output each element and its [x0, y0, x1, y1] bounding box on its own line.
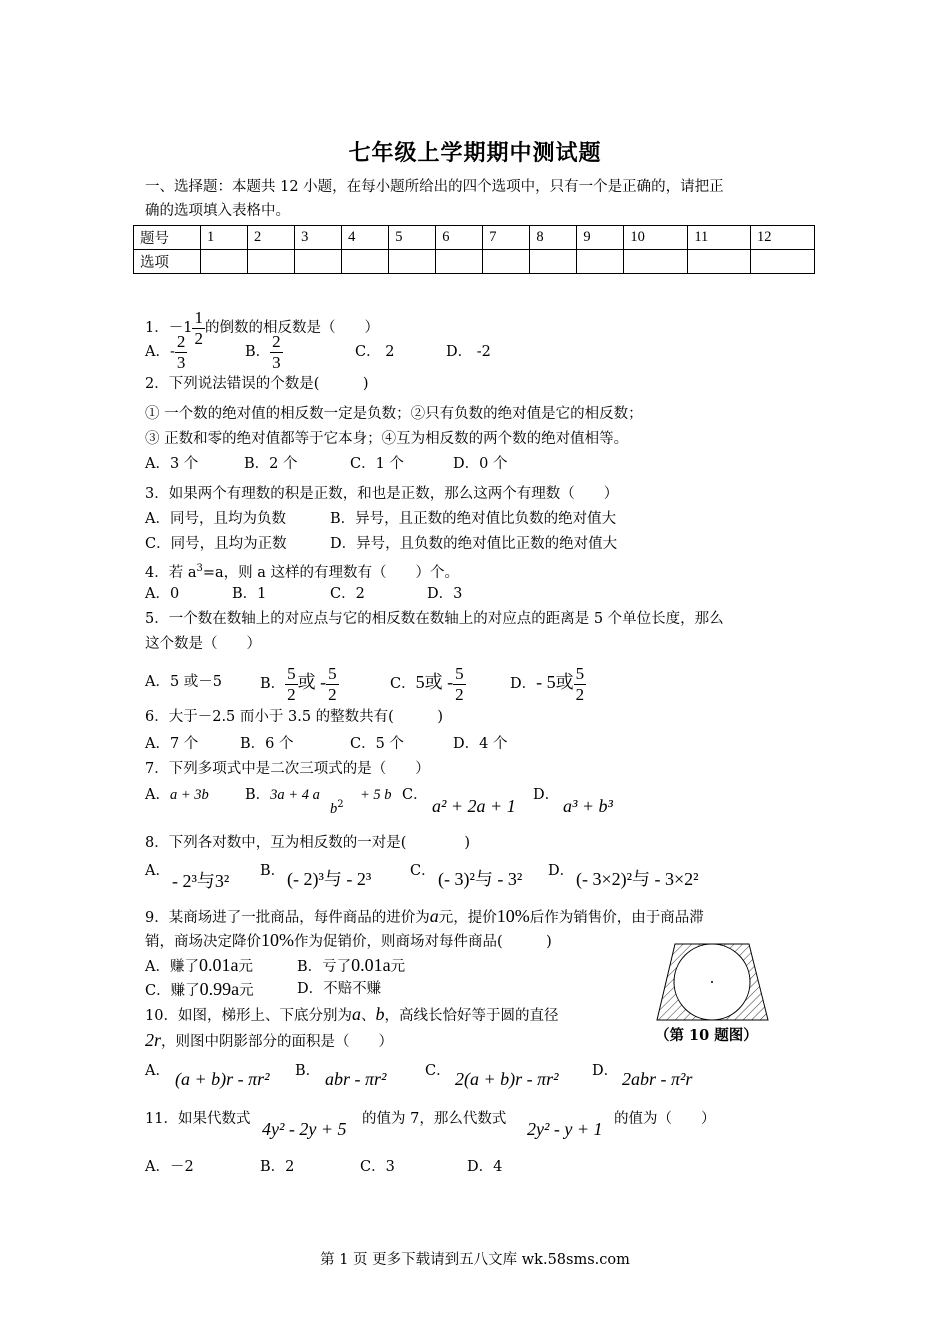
question-4-option-b: B．1 [232, 586, 267, 602]
answer-cell[interactable] [342, 250, 389, 274]
question-8-option-c: (- 3)²与 - 3² [438, 869, 523, 889]
question-5-option-c: C．5或 - $\frac{5}{2}$ [390, 663, 464, 704]
section-instruction-line2: 确的选项填入表格中。 [145, 203, 290, 219]
question-7-option-c: a² + 2a + 1 [432, 796, 516, 816]
answer-cell[interactable] [530, 250, 577, 274]
question-2-line1: ① 一个数的绝对值的相反数一定是负数；②只有负数的绝对值是它的相反数； [145, 406, 643, 422]
question-11-option-b: B．2 [260, 1159, 295, 1175]
question-9-option-c: C．赚了0.99a元 [145, 979, 254, 999]
question-7-option-d-label: D． [533, 787, 560, 803]
question-2-option-d: D．0 个 [453, 456, 508, 472]
trapezoid-circle-figure [655, 938, 771, 1024]
table-cell: 9 [577, 226, 624, 250]
question-11-stem-post: 的值为（ ） [614, 1111, 716, 1127]
table-cell: 8 [530, 226, 577, 250]
question-3-option-d: D．异号，且负数的绝对值比正数的绝对值大 [330, 536, 618, 552]
question-1-stem: 1．－1 $\frac{1}{2}$ 的倒数的相反数是（ ） [145, 307, 379, 348]
question-9-option-b: B．亏了0.01a元 [297, 955, 406, 975]
fraction: $\frac{1}{2}$ [194, 307, 203, 348]
question-10-option-d: 2abr - π²r [622, 1069, 693, 1089]
answer-cell[interactable] [688, 250, 751, 274]
question-6-option-a: A．7 个 [145, 736, 199, 752]
table-cell: 选项 [134, 250, 201, 274]
answer-cell[interactable] [750, 250, 814, 274]
question-4-option-a: A．0 [145, 586, 180, 602]
question-4-option-c: C．2 [330, 586, 365, 602]
question-10-option-a: (a + b)r - πr² [175, 1069, 270, 1089]
answer-cell[interactable] [624, 250, 688, 274]
question-11-expr2: 2y² - y + 1 [527, 1119, 603, 1139]
question-2-line2: ③ 正数和零的绝对值都等于它本身；④互为相反数的两个数的绝对值相等。 [145, 431, 629, 447]
question-10-option-c: 2(a + b)r - πr² [455, 1069, 559, 1089]
figure-caption: （第 10 题图） [655, 1027, 758, 1044]
answer-cell[interactable] [577, 250, 624, 274]
question-9-line1: 9．某商场进了一批商品，每件商品的进价为a元，提价10%后作为销售价，由于商品滞 [145, 906, 704, 926]
question-8-option-a-label: A． [145, 863, 170, 879]
table-row [134, 250, 815, 274]
question-8-option-d-label: D． [548, 863, 575, 879]
table-cell: 7 [483, 226, 530, 250]
page-title: 七年级上学期期中测试题 [348, 140, 602, 166]
question-10-line1: 10．如图，梯形上、下底分别为a、b，高线长恰好等于圆的直径 [145, 1004, 559, 1024]
question-6-stem: 6．大于－2.5 而小于 3.5 的整数共有( ) [145, 709, 443, 725]
question-2-option-a: A．3 个 [145, 456, 199, 472]
question-2-option-c: C．1 个 [350, 456, 404, 472]
question-5-option-d: D．- 5或 $\frac{5}{2}$ [510, 663, 585, 704]
answer-cell[interactable] [248, 250, 295, 274]
question-8-option-a: - 2³与3² [172, 871, 230, 891]
question-7-option-d: a³ + b³ [563, 796, 613, 816]
question-2-option-b: B．2 个 [244, 456, 298, 472]
answer-cell[interactable] [483, 250, 530, 274]
question-5-option-b: B． $\frac{5}{2}$ 或 - $\frac{5}{2}$ [260, 663, 337, 704]
question-10-option-c-label: C． [425, 1063, 451, 1079]
question-11-option-d: D．4 [467, 1159, 503, 1175]
question-8-option-c-label: C． [410, 863, 436, 879]
answer-cell[interactable] [436, 250, 483, 274]
question-5-line1: 5．一个数在数轴上的对应点与它的相反数在数轴上的对应点的距离是 5 个单位长度，那么 [145, 611, 724, 627]
question-11-stem-pre: 11．如果代数式 [145, 1111, 251, 1127]
table-cell: 3 [295, 226, 342, 250]
question-6-option-d: D．4 个 [453, 736, 508, 752]
question-7-option-b: B．3a + 4 a [245, 787, 320, 803]
section-instruction-line1: 一、选择题：本题共 12 小题，在每小题所给出的四个选项中，只有一个是正确的，请把正 [145, 179, 724, 195]
question-8-option-b: (- 2)³与 - 2³ [287, 869, 372, 889]
question-3-option-c: C．同号，且均为正数 [145, 536, 287, 552]
question-5-line2: 这个数是（ ） [145, 636, 261, 652]
question-6-option-b: B．6 个 [240, 736, 294, 752]
question-7-option-a: A．a + 3b [145, 787, 209, 803]
question-7-option-c-label: C． [402, 787, 428, 803]
table-cell: 6 [436, 226, 483, 250]
question-10-option-b-label: B． [295, 1063, 321, 1079]
question-1-option-b: B． $\frac{2}{3}$ [245, 331, 281, 372]
question-9-option-a: A．赚了0.01a元 [145, 955, 253, 975]
table-cell: 1 [201, 226, 248, 250]
table-cell: 12 [750, 226, 814, 250]
answer-table [133, 225, 815, 274]
question-8-stem: 8．下列各对数中，互为相反数的一对是( ) [145, 835, 471, 851]
question-7-option-b-end: + 5 b [360, 787, 392, 803]
question-10-line2: 2r，则图中阴影部分的面积是（ ） [145, 1030, 394, 1050]
question-3-stem: 3．如果两个有理数的积是正数，和也是正数，那么这两个有理数（ ） [145, 486, 619, 502]
question-5-option-a: A．5 或－5 [145, 674, 223, 690]
circle-center-dot [711, 981, 713, 983]
question-11-option-c: C．3 [360, 1159, 395, 1175]
question-10-option-b: abr - πr² [325, 1069, 387, 1089]
answer-cell[interactable] [201, 250, 248, 274]
question-10-option-d-label: D． [592, 1063, 619, 1079]
question-11-option-a: A．－2 [145, 1159, 194, 1175]
table-cell: 4 [342, 226, 389, 250]
answer-cell[interactable] [389, 250, 436, 274]
question-1-option-c: C． 2 [355, 344, 395, 360]
question-6-option-c: C．5 个 [350, 736, 404, 752]
question-8-option-b-label: B． [260, 863, 286, 879]
table-cell: 11 [688, 226, 751, 250]
question-3-option-a: A．同号，且均为负数 [145, 511, 286, 527]
question-3-option-b: B．异号，且正数的绝对值比负数的绝对值大 [330, 511, 617, 527]
question-4-option-d: D．3 [427, 586, 463, 602]
table-row [134, 226, 815, 250]
table-cell: 2 [248, 226, 295, 250]
table-cell: 10 [624, 226, 688, 250]
table-cell: 5 [389, 226, 436, 250]
question-8-option-d: (- 3×2)²与 - 3×2² [576, 869, 699, 889]
question-2-stem: 2．下列说法错误的个数是( ) [145, 376, 369, 392]
question-7-stem: 7．下列多项式中是二次三项式的是（ ） [145, 761, 430, 777]
question-11-expr1: 4y² - 2y + 5 [262, 1119, 347, 1139]
question-10-option-a-label: A． [145, 1063, 170, 1079]
table-cell: 题号 [134, 226, 201, 250]
question-9-line2: 销，商场决定降价10%作为促销价，则商场对每件商品( ) [145, 930, 552, 950]
page-footer: 第 1 页 更多下载请到五八文库 wk.58sms.com [320, 1252, 630, 1268]
question-9-option-d: D．不赔不赚 [297, 981, 382, 997]
answer-cell[interactable] [295, 250, 342, 274]
question-1-option-a: A．- $\frac{2}{3}$ [145, 331, 186, 372]
question-7-option-b-cont: $b^2$ [330, 799, 344, 817]
question-1-option-d: D． -2 [446, 344, 491, 360]
question-4-stem: 4．若 $a^3=a$，则 a 这样的有理数有（ ）个。 [145, 563, 460, 581]
question-11-stem-mid: 的值为 7，那么代数式 [362, 1111, 507, 1127]
